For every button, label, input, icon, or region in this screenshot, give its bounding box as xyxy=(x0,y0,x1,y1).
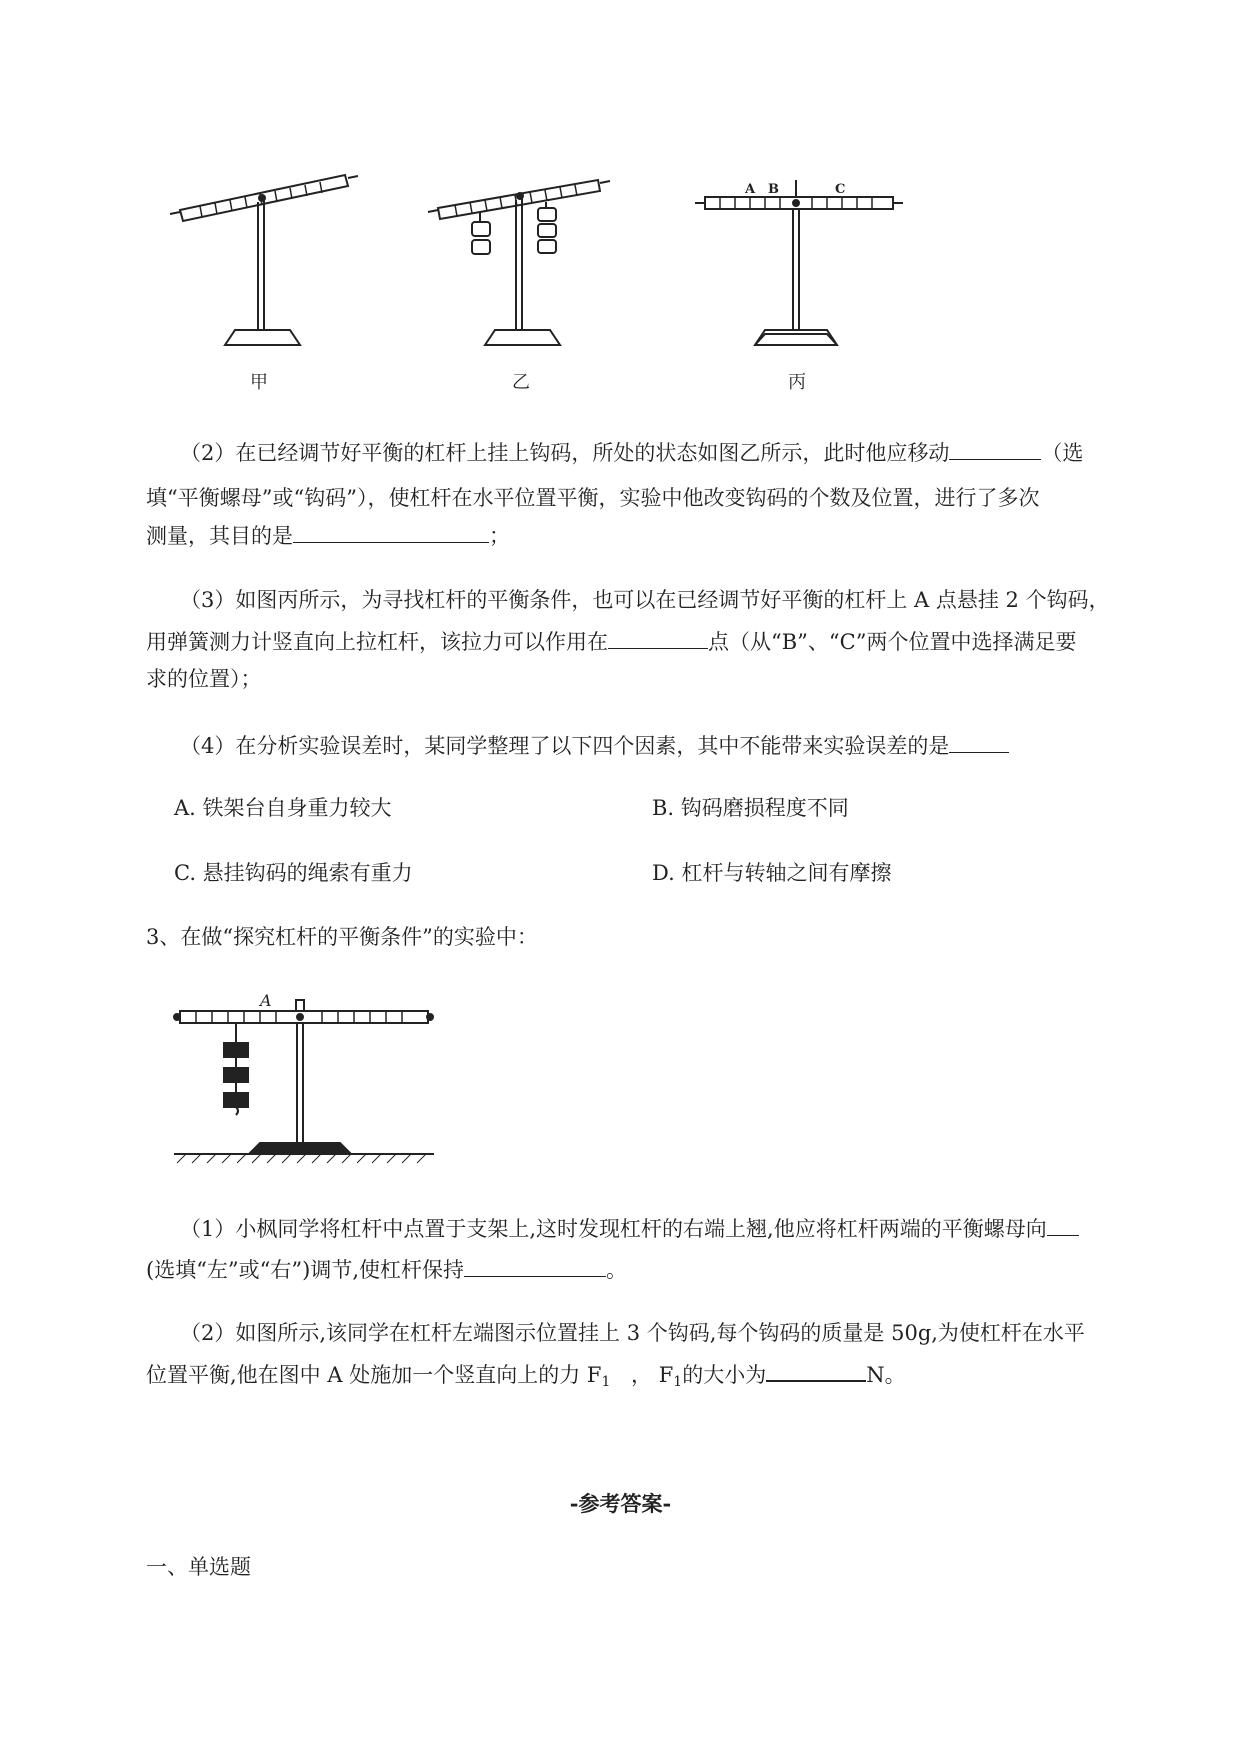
option-d[interactable]: D. 杠杆与转轴之间有摩擦 xyxy=(652,861,892,885)
q2-3-text-b: 点（从“B”、“C”两个位置中选择满足要 xyxy=(708,630,1077,654)
label-jia: 甲 xyxy=(250,372,268,393)
q2-3-line2 xyxy=(146,626,1076,657)
label-yi: 乙 xyxy=(512,372,530,393)
lever-setup-bing xyxy=(695,180,903,345)
q2-2-text-b: （选 xyxy=(1041,441,1084,465)
q3-2-text-a: 位置平衡,他在图中 A 处施加一个竖直向上的力 F xyxy=(146,1363,602,1387)
label-bing: 丙 xyxy=(788,372,806,393)
option-a[interactable]: A. 铁架台自身重力较大 xyxy=(174,796,392,820)
q3-2-text-c: 的大小为 xyxy=(682,1363,767,1387)
f1-subscript-1: 1 xyxy=(601,1374,611,1390)
point-a-label: A xyxy=(260,991,272,1010)
q2-2-text-c: 测量，其目的是 xyxy=(146,524,293,548)
q3-2-line2 xyxy=(146,1358,906,1397)
q2-2-blank-1[interactable] xyxy=(949,437,1041,460)
point-a: A xyxy=(745,182,756,197)
q2-2-line3 xyxy=(146,520,510,551)
q2-2-blank-2[interactable] xyxy=(293,520,489,543)
q2-4-text: （4）在分析实验误差时，某同学整理了以下四个因素，其中不能带来实验误差的是 xyxy=(180,734,950,758)
q3-1-line2 xyxy=(146,1254,627,1285)
q3-2-text-b: ， F xyxy=(631,1363,674,1387)
q2-4-blank[interactable] xyxy=(949,730,1009,753)
option-c[interactable]: C. 悬挂钩码的绳索有重力 xyxy=(174,861,413,885)
q3-1-blank-1[interactable] xyxy=(1047,1213,1079,1236)
lever-figure-2 xyxy=(172,988,437,1170)
q2-3-blank[interactable] xyxy=(608,626,708,649)
q3-1-line1 xyxy=(180,1213,1079,1244)
f1-subscript-2: 1 xyxy=(673,1374,683,1390)
lever-figure-1 xyxy=(150,150,910,395)
answers-heading: -参考答案- xyxy=(569,1491,672,1516)
q2-3-text-a: 用弹簧测力计竖直向上拉杠杆，该拉力可以作用在 xyxy=(146,630,608,654)
q2-2-line1 xyxy=(180,437,1083,468)
q2-3-line1: （3）如图丙所示，为寻找杠杆的平衡条件，也可以在已经调节好平衡的杠杆上 A 点悬挂 2 个钩码， xyxy=(180,588,1110,612)
q2-2-line2: 填“平衡螺母”或“钩码”），使杠杆在水平位置平衡，实验中他改变钩码的个数及位置，进行了多次 xyxy=(146,486,1040,510)
q3-1-text-b: (选填“左”或“右”)调节,使杠杆保持 xyxy=(146,1258,465,1282)
q3-2-line1: （2）如图所示,该同学在杠杆左端图示位置挂上 3 个钩码,每个钩码的质量是 50g,为使杠杆在水平 xyxy=(180,1321,1085,1345)
q2-4-line1 xyxy=(180,730,1009,761)
q2-2-text-d: ； xyxy=(489,524,510,548)
q2-2-text-a: （2）在已经调节好平衡的杠杆上挂上钩码，所处的状态如图乙所示，此时他应移动 xyxy=(180,441,950,465)
q3-2-blank[interactable] xyxy=(766,1358,866,1382)
point-c: C xyxy=(835,182,846,197)
q3-1-text-a: （1）小枫同学将杠杆中点置于支架上,这时发现杠杆的右端上翘,他应将杠杆两端的平衡螺母向 xyxy=(180,1217,1047,1241)
q3-2-text-d: N。 xyxy=(866,1363,906,1387)
lever-setup-jia xyxy=(170,175,358,345)
point-b: B xyxy=(768,182,779,197)
lever-setup-yi xyxy=(428,180,610,345)
option-b[interactable]: B. 钩码磨损程度不同 xyxy=(652,796,849,820)
q3-1-text-c: 。 xyxy=(606,1258,628,1282)
q3-title: 3、在做“探究杠杆的平衡条件”的实验中： xyxy=(146,925,538,949)
q3-1-blank-2[interactable] xyxy=(464,1254,606,1277)
section-heading: 一、单选题 xyxy=(146,1555,251,1579)
q2-3-line3: 求的位置）； xyxy=(146,667,262,691)
